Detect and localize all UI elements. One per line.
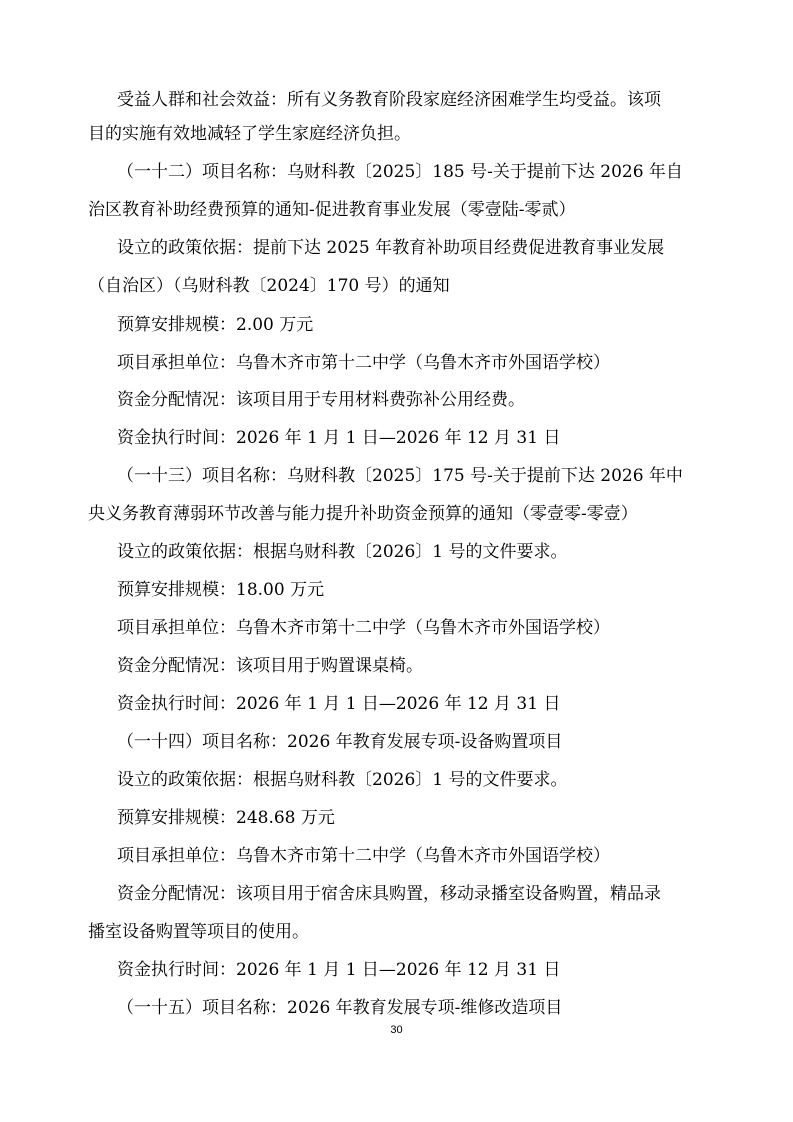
text-line: 项目承担单位：乌鲁木齐市第十二中学（乌鲁木齐市外国语学校） [117,618,610,638]
text-line: 项目承担单位：乌鲁木齐市第十二中学（乌鲁木齐市外国语学校） [117,846,610,866]
section-heading: （一十二）项目名称：乌财科教〔2025〕185 号-关于提前下达 2026 年自 [117,162,683,182]
text-line: 项目承担单位：乌鲁木齐市第十二中学（乌鲁木齐市外国语学校） [117,353,610,373]
text-line: 播室设备购置等项目的使用。 [88,922,309,942]
text-line: 目的实施有效地减轻了学生家庭经济负担。 [88,124,411,144]
text-line: 治区教育补助经费预算的通知-促进教育事业发展（零壹陆-零贰） [88,200,576,220]
text-line: 资金分配情况：该项目用于购置课桌椅。 [117,656,423,676]
text-line: 资金执行时间：2026 年 1 月 1 日—2026 年 12 月 31 日 [117,960,561,980]
text-line: 央义务教育薄弱环节改善与能力提升补助资金预算的通知（零壹零-零壹） [88,504,638,524]
section-heading: （一十三）项目名称：乌财科教〔2025〕175 号-关于提前下达 2026 年中 [117,466,683,486]
section-heading: （一十五）项目名称：2026 年教育发展专项-维修改造项目 [117,998,563,1018]
text-line: 设立的政策依据：提前下达 2025 年教育补助项目经费促进教育事业发展 [117,238,665,258]
text-line: 受益人群和社会效益：所有义务教育阶段家庭经济困难学生均受益。该项 [117,90,661,110]
text-line: 资金分配情况：该项目用于宿舍床具购置，移动录播室设备购置，精品录 [117,884,661,904]
text-line: 预算安排规模：2.00 万元 [117,315,314,335]
page-number: 30 [390,1024,403,1036]
text-line: 设立的政策依据：根据乌财科教〔2026〕1 号的文件要求。 [117,770,568,790]
text-line: 资金执行时间：2026 年 1 月 1 日—2026 年 12 月 31 日 [117,428,561,448]
text-line: （自治区）（乌财科教〔2024〕170 号）的通知 [88,276,450,296]
text-line: 资金分配情况：该项目用于专用材料费弥补公用经费。 [117,390,525,410]
section-heading: （一十四）项目名称：2026 年教育发展专项-设备购置项目 [117,732,563,752]
text-line: 资金执行时间：2026 年 1 月 1 日—2026 年 12 月 31 日 [117,694,561,714]
text-line: 预算安排规模：248.68 万元 [117,808,335,828]
text-line: 设立的政策依据：根据乌财科教〔2026〕1 号的文件要求。 [117,542,568,562]
text-line: 预算安排规模：18.00 万元 [117,580,325,600]
